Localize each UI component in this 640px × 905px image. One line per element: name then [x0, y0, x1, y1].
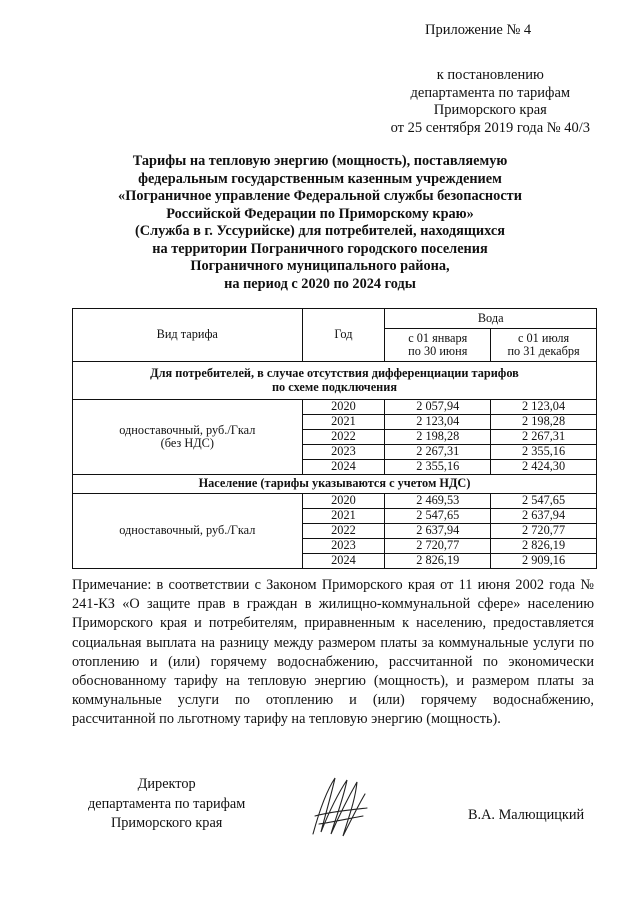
year-cell: 2021	[302, 415, 385, 430]
second-half-value: 2 909,16	[491, 554, 597, 569]
year-cell: 2022	[302, 430, 385, 445]
second-half-value: 2 267,31	[491, 430, 597, 445]
group1-label-line: одноставочный, руб./Гкал	[119, 422, 256, 437]
resolution-reference	[391, 67, 590, 137]
title-line: Пограничного муниципального района,	[190, 258, 450, 274]
title-line: на период с 2020 по 2024 годы	[224, 275, 416, 292]
second-half-value: 2 826,19	[491, 539, 597, 554]
second-half-value: 2 123,04	[491, 400, 597, 415]
header-tariff-type: Вид тарифа	[73, 309, 303, 362]
first-half-value: 2 123,04	[385, 415, 491, 430]
year-cell: 2020	[302, 494, 385, 509]
signatory-position	[88, 775, 245, 834]
appendix-number: Приложение № 4	[425, 22, 532, 38]
first-half-value: 2 198,28	[385, 430, 491, 445]
section-consumers	[73, 362, 597, 400]
year-cell: 2023	[302, 445, 385, 460]
note-paragraph: Примечание: в соответствии с Законом Приморского края от 11 июня 2002 года № 241-КЗ «О защите прав в граждан в жилищно-коммунальной сфере» населению Приморского края и потребителям, приравненным к населению, предоставляется социальная выплата на разницу между размером платы за коммунальные услуги по отоплению и (или) горячему водоснабжению, рассчитанной по экономически обоснованному тарифу на тепловую энергию (мощность), и размером платы за коммунальные услуги по отоплению и (или) горячему водоснабжению, рассчитанной по льготному тарифу на тепловую энергию (мощность).	[72, 577, 594, 728]
second-half-value: 2 424,30	[491, 460, 597, 475]
first-half-value: 2 826,19	[385, 554, 491, 569]
year-cell: 2020	[302, 400, 385, 415]
signatory-name: В.А. Малющицкий	[468, 807, 585, 823]
tariff-table	[72, 308, 597, 569]
second-half-value: 2 720,77	[491, 524, 597, 539]
header-first-half-from: с 01 января	[408, 330, 468, 345]
first-half-value: 2 057,94	[385, 400, 491, 415]
second-half-value: 2 637,94	[491, 509, 597, 524]
group1-tariff-label	[73, 400, 303, 475]
section-consumers-line: по схеме подключения	[271, 379, 398, 394]
title-line: «Пограничное управление Федеральной службы безопасности	[118, 188, 522, 204]
header-year: Год	[302, 309, 385, 362]
handwritten-signature	[305, 772, 375, 840]
title-line: Российской Федерации по Приморскому краю»	[166, 205, 474, 222]
year-cell: 2024	[302, 460, 385, 475]
reference-line: к постановлению	[436, 67, 544, 83]
title-line: (Служба в г. Уссурийске) для потребителей, находящихся	[135, 223, 505, 239]
position-line: Директор	[137, 776, 196, 792]
header-second-half-to: по 31 декабря	[507, 344, 580, 358]
reference-line: департамента по тарифам	[410, 84, 571, 101]
header-first-half-to: по 30 июня	[408, 344, 468, 358]
section-consumers-line: Для потребителей, в случае отсутствия дифференциации тарифов	[150, 366, 519, 380]
header-first-half	[385, 329, 491, 362]
reference-line: от 25 сентября 2019 года № 40/3	[390, 119, 590, 136]
first-half-value: 2 637,94	[385, 524, 491, 539]
title-line: на территории Пограничного городского поселения	[152, 240, 488, 257]
year-cell: 2024	[302, 554, 385, 569]
second-half-value: 2 198,28	[491, 415, 597, 430]
reference-line: Приморского края	[433, 102, 547, 118]
first-half-value: 2 547,65	[385, 509, 491, 524]
header-water: Вода	[385, 309, 597, 329]
header-second-half	[491, 329, 597, 362]
second-half-value: 2 355,16	[491, 445, 597, 460]
title-line: федеральным государственным казенным учреждением	[138, 170, 502, 187]
second-half-value: 2 547,65	[491, 494, 597, 509]
group2-tariff-label: одноставочный, руб./Гкал	[73, 494, 303, 569]
position-line: департамента по тарифам	[88, 795, 246, 812]
year-cell: 2021	[302, 509, 385, 524]
first-half-value: 2 267,31	[385, 445, 491, 460]
first-half-value: 2 355,16	[385, 460, 491, 475]
header-second-half-from: с 01 июля	[517, 330, 570, 345]
first-half-value: 2 469,53	[385, 494, 491, 509]
year-cell: 2023	[302, 539, 385, 554]
year-cell: 2022	[302, 524, 385, 539]
section-population: Население (тарифы указываются с учетом НДС)	[73, 475, 597, 494]
position-line: Приморского края	[110, 815, 223, 831]
group1-label-line: (без НДС)	[160, 436, 214, 450]
title-line: Тарифы на тепловую энергию (мощность), поставляемую	[132, 153, 508, 169]
document-title	[60, 153, 580, 293]
first-half-value: 2 720,77	[385, 539, 491, 554]
